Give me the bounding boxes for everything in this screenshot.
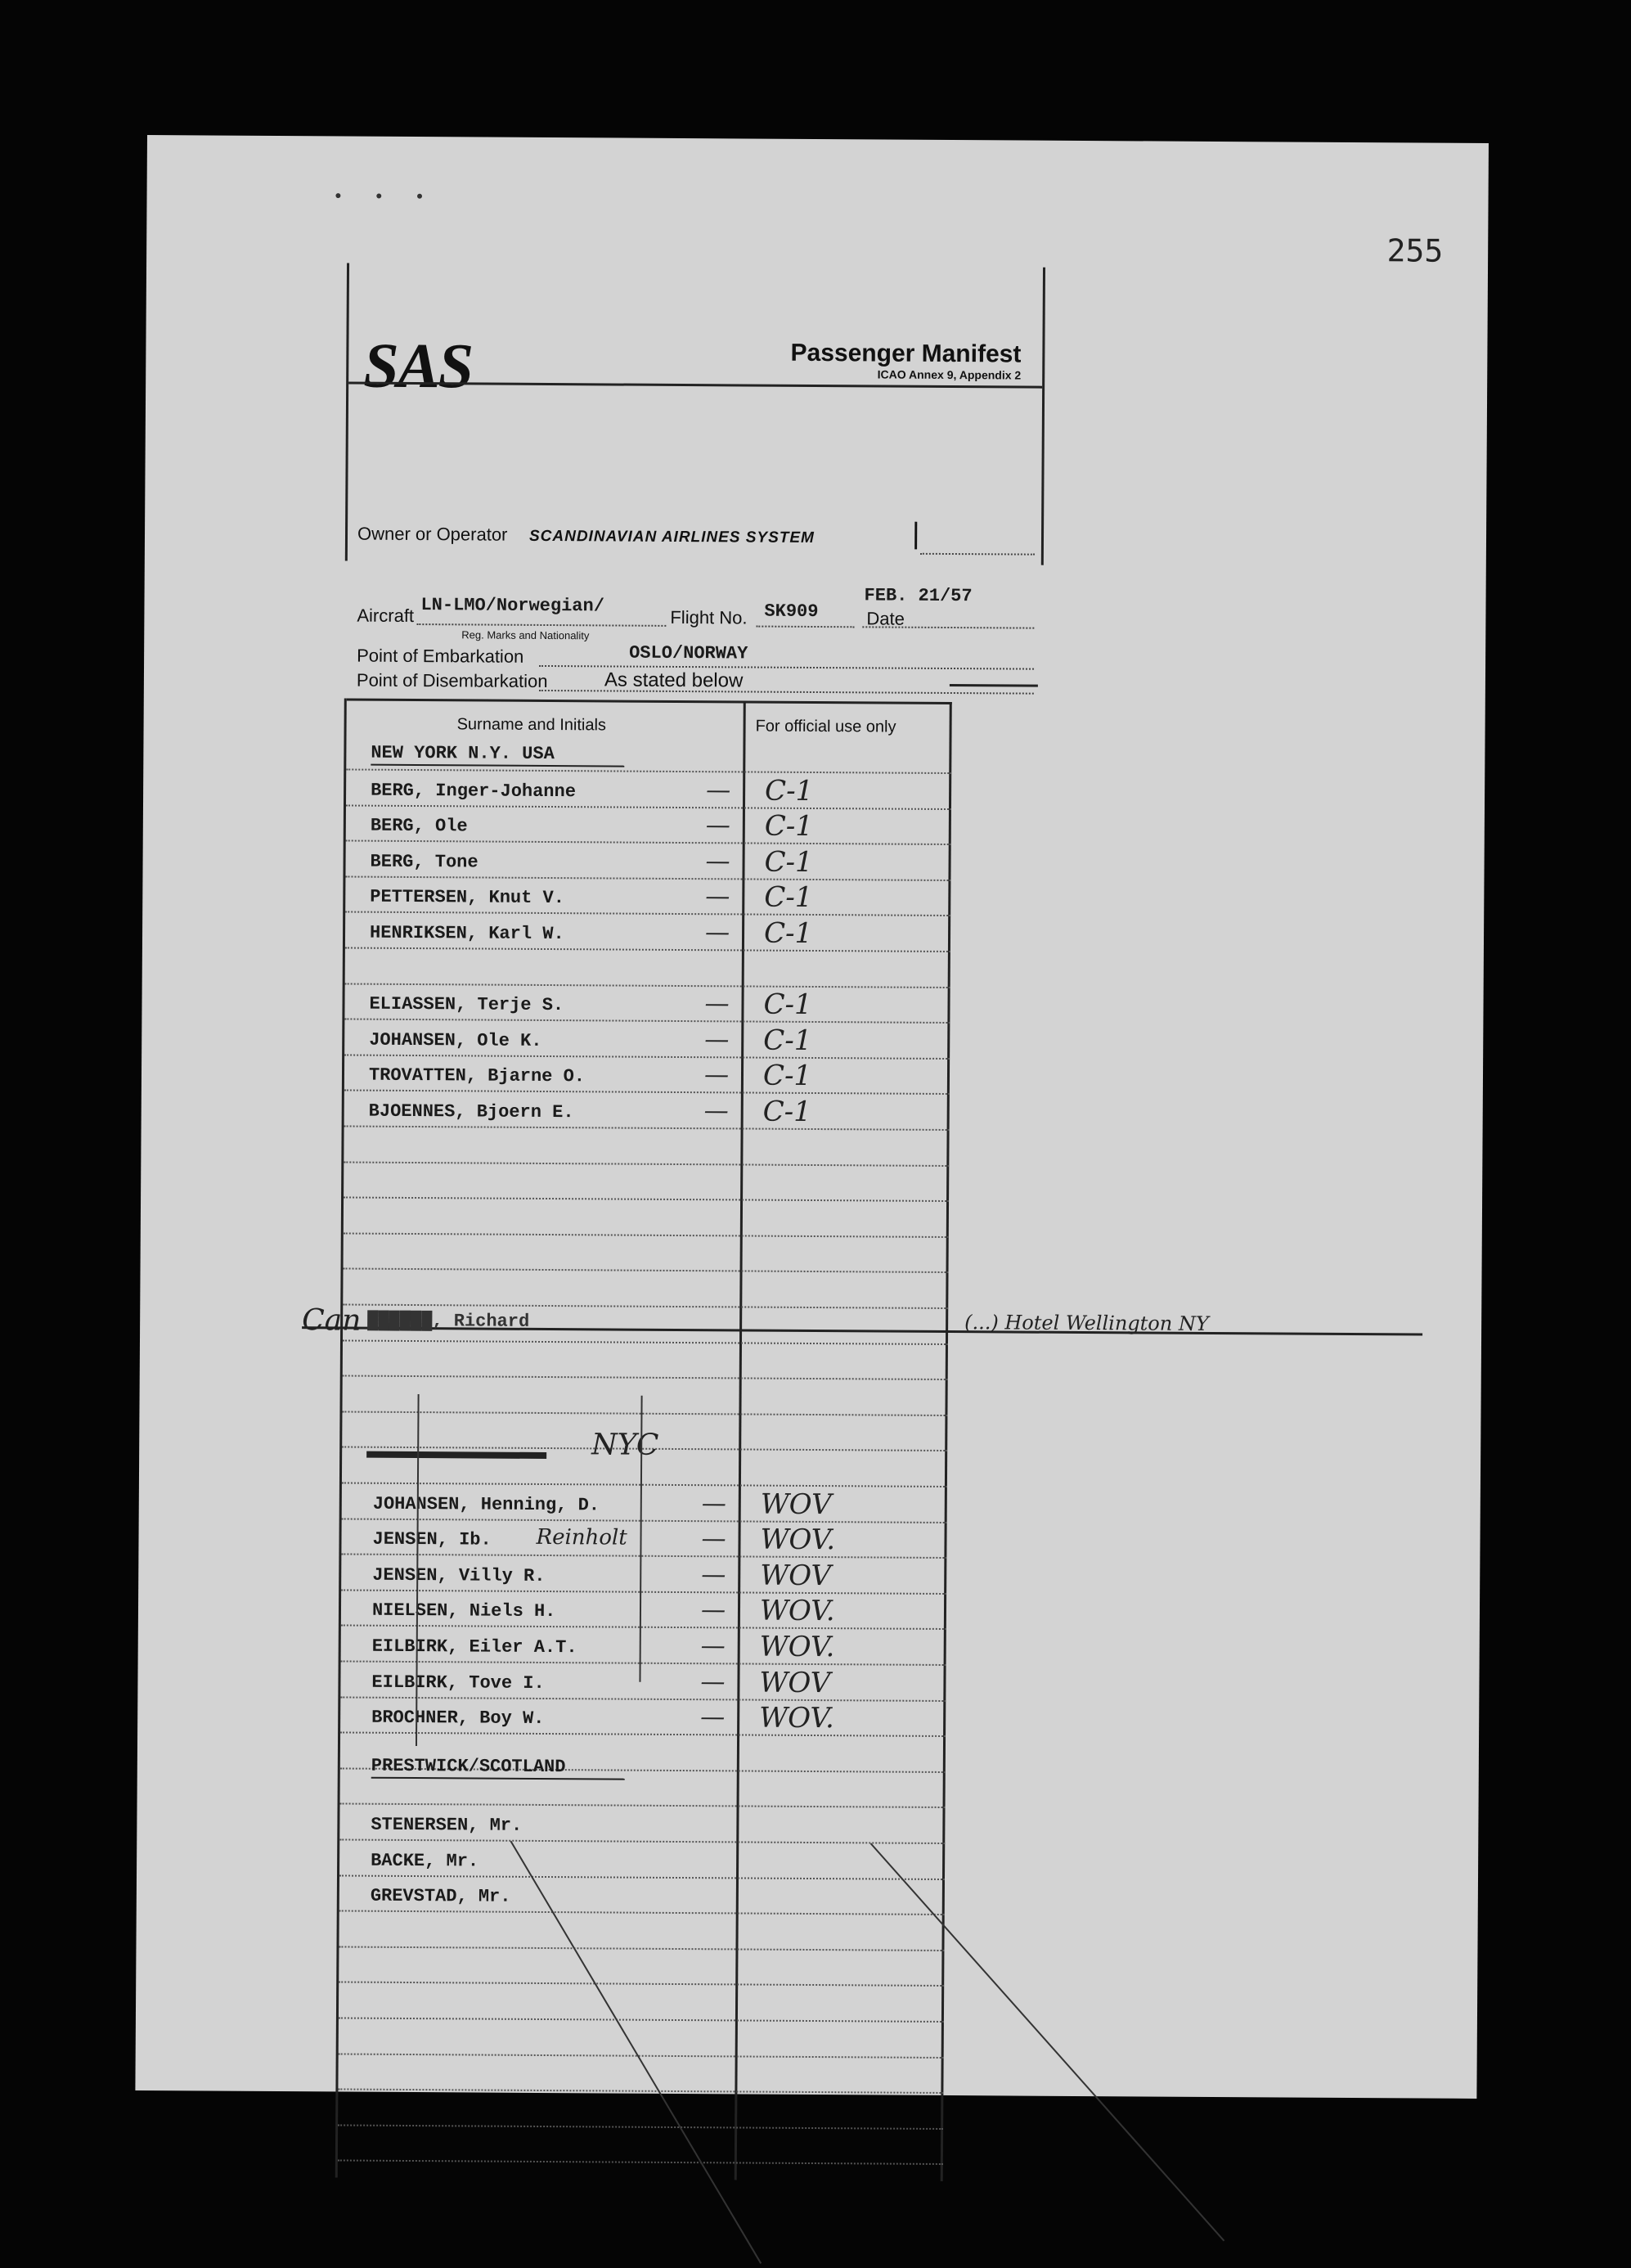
official-mark: C-1 [764, 809, 814, 844]
dash-mark: — [701, 1559, 726, 1590]
table-row-rule [342, 1411, 947, 1416]
table-row-rule [344, 1161, 949, 1167]
flight-label: Flight No. [670, 606, 748, 628]
dash-mark: — [700, 1703, 726, 1732]
table-row-rule [344, 1019, 950, 1024]
table-row-rule [338, 2160, 943, 2166]
official-mark: WOV [759, 1666, 831, 1699]
owner-tick: | [911, 515, 920, 550]
official-mark: WOV. [759, 1630, 835, 1664]
owner-line [920, 553, 1035, 556]
table-row-rule [340, 1696, 946, 1702]
dash-mark: — [705, 882, 730, 911]
table-row-rule [341, 1660, 946, 1666]
passenger-name: BROCHNER, Boy W. [371, 1707, 545, 1730]
table-row-rule [345, 875, 950, 881]
section-underline [371, 764, 624, 767]
table-row-rule [341, 1589, 946, 1595]
passenger-name: BERG, Ole [370, 815, 468, 837]
table-row-rule [342, 1518, 947, 1523]
table-row-rule [344, 1054, 950, 1060]
form-header [345, 263, 1045, 692]
official-mark: C-1 [764, 881, 813, 915]
column-separator [735, 700, 746, 2180]
table-row-rule [341, 1625, 946, 1631]
dash-mark: — [701, 1524, 726, 1554]
flight-line [756, 626, 854, 628]
section-nyc-handwritten: NYC [591, 1428, 659, 1462]
page-number: 255 [1386, 232, 1444, 269]
reg-caption: Reg. Marks and Nationality [461, 628, 590, 642]
aircraft-value: LN-LMO/Norwegian/ [420, 595, 605, 617]
table-row-rule [344, 1090, 950, 1096]
table-row-rule [339, 2053, 944, 2059]
handwritten-extra-name: Reinholt [536, 1525, 627, 1550]
table-row-rule [342, 1482, 947, 1487]
dash-mark: — [700, 1595, 726, 1625]
embark-value: OSLO/NORWAY [629, 642, 748, 664]
aircraft-label: Aircraft [357, 605, 415, 627]
table-row-rule [338, 2089, 943, 2095]
table-row-rule [339, 1910, 945, 1916]
passenger-name: JENSEN, Ib. [372, 1528, 492, 1550]
official-mark: WOV [760, 1559, 832, 1592]
table-row-rule [339, 1838, 945, 1844]
passenger-name: HENRIKSEN, Karl W. [369, 922, 564, 945]
table-row-rule [345, 911, 950, 917]
cancel-mark: Can [302, 1303, 362, 1338]
table-row-rule [346, 769, 951, 775]
dash-mark: — [703, 1096, 729, 1126]
section-prestwick: PRESTWICK/SCOTLAND [371, 1755, 566, 1778]
table-row-rule [344, 1197, 949, 1203]
official-mark: C-1 [763, 1024, 812, 1057]
table-row-rule [338, 2124, 943, 2130]
table-top-rule [347, 699, 952, 705]
table-row-rule [340, 1803, 946, 1809]
passenger-name: PETTERSEN, Knut V. [370, 887, 565, 909]
dash-mark: — [705, 811, 730, 840]
struck-section-label [366, 1451, 546, 1459]
dash-mark: — [704, 1024, 730, 1055]
passenger-name: ELIASSEN, Terje S. [369, 993, 564, 1016]
diagonal-line-1 [510, 1841, 762, 2264]
owner-value: SCANDINAVIAN AIRLINES SYSTEM [528, 527, 815, 547]
disembark-line [539, 690, 1034, 695]
official-mark: C-1 [762, 1060, 812, 1093]
table-row-rule [339, 1874, 945, 1880]
dash-mark: — [704, 989, 730, 1019]
table-row-rule [339, 2017, 944, 2023]
date-value: FEB. 21/57 [864, 585, 973, 607]
margin-marks: • • • [335, 185, 438, 207]
official-mark: WOV. [760, 1523, 836, 1557]
table-row-rule [346, 840, 951, 846]
dash-mark: — [705, 846, 730, 876]
embark-label: Point of Embarkation [357, 645, 524, 667]
passenger-name: JENSEN, Villy R. [372, 1564, 546, 1586]
dash-mark: — [700, 1631, 726, 1661]
passenger-name: EILBIRK, Eiler A.T. [371, 1636, 577, 1658]
form-subtitle: ICAO Annex 9, Appendix 2 [877, 367, 1022, 382]
table-right-edge [941, 702, 952, 2181]
table-row-rule [346, 804, 951, 810]
dash-mark: — [703, 1060, 730, 1090]
table-row-rule [345, 947, 950, 952]
section-new-york: NEW YORK N.Y. USA [371, 742, 555, 765]
manifest-form [302, 263, 1209, 2181]
table-row-rule [341, 1554, 946, 1559]
diagonal-line-2 [870, 1843, 1224, 2241]
prestwick-underline [371, 1777, 625, 1780]
name-column-header: Surname and Initials [456, 715, 606, 735]
passenger-name: JOHANSEN, Henning, D. [372, 1493, 600, 1516]
dash-mark: — [704, 918, 730, 947]
official-mark: C-1 [764, 845, 813, 879]
table-row-rule [343, 1339, 948, 1345]
official-mark: C-1 [762, 1095, 811, 1128]
form-title-block [790, 340, 1021, 382]
disembark-label: Point of Disembarkation [356, 669, 548, 692]
table-row-rule [339, 1946, 944, 1951]
official-column-header: For official use only [755, 717, 896, 736]
table-row-rule [343, 1375, 948, 1381]
table-row-rule [344, 1268, 949, 1274]
passenger-name: GREVSTAD, Mr. [370, 1885, 511, 1907]
table-row-rule [345, 983, 950, 988]
dash-mark: — [700, 1667, 726, 1696]
passenger-name: TROVATTEN, Bjarne O. [368, 1065, 586, 1087]
passenger-name: BJOENNES, Bjoern E. [368, 1100, 574, 1123]
dash-mark: — [701, 1488, 726, 1518]
passenger-table [302, 698, 1209, 2181]
official-mark: WOV. [759, 1701, 834, 1735]
passenger-name: BERG, Tone [370, 851, 479, 873]
official-mark: C-1 [763, 988, 812, 1022]
date-label: Date [866, 608, 905, 629]
official-mark: C-1 [763, 916, 813, 950]
cancel-note: (...) Hotel Wellington NY [964, 1311, 1209, 1335]
official-mark: C-1 [764, 774, 814, 808]
owner-label: Owner or Operator [357, 523, 508, 545]
table-row-rule [340, 1732, 946, 1738]
table-row-rule [344, 1125, 950, 1131]
passenger-name: JOHANSEN, Ole K. [369, 1029, 542, 1051]
form-title: Passenger Manifest [790, 339, 1022, 368]
cancelled-passenger: ██████, Richard [367, 1310, 530, 1332]
sas-logo: SAS [363, 329, 473, 402]
table-row-rule [343, 1303, 948, 1309]
table-row-rule [339, 1982, 944, 1987]
dash-mark: — [706, 775, 731, 804]
header-bottom-rule [950, 684, 1038, 687]
passenger-name: STENERSEN, Mr. [371, 1814, 523, 1836]
passenger-name: EILBIRK, Tove I. [371, 1672, 545, 1694]
passenger-name: NIELSEN, Niels H. [371, 1600, 556, 1622]
manifest-paper [135, 135, 1489, 2099]
official-mark: WOV. [759, 1595, 835, 1628]
passenger-name: BACKE, Mr. [371, 1850, 479, 1872]
flight-value: SK909 [764, 601, 819, 623]
official-mark: WOV [760, 1487, 832, 1521]
table-row-rule [344, 1232, 949, 1238]
aircraft-line [416, 623, 666, 627]
disembark-value: As stated below [604, 668, 744, 692]
passenger-name: BERG, Inger-Johanne [371, 780, 577, 802]
